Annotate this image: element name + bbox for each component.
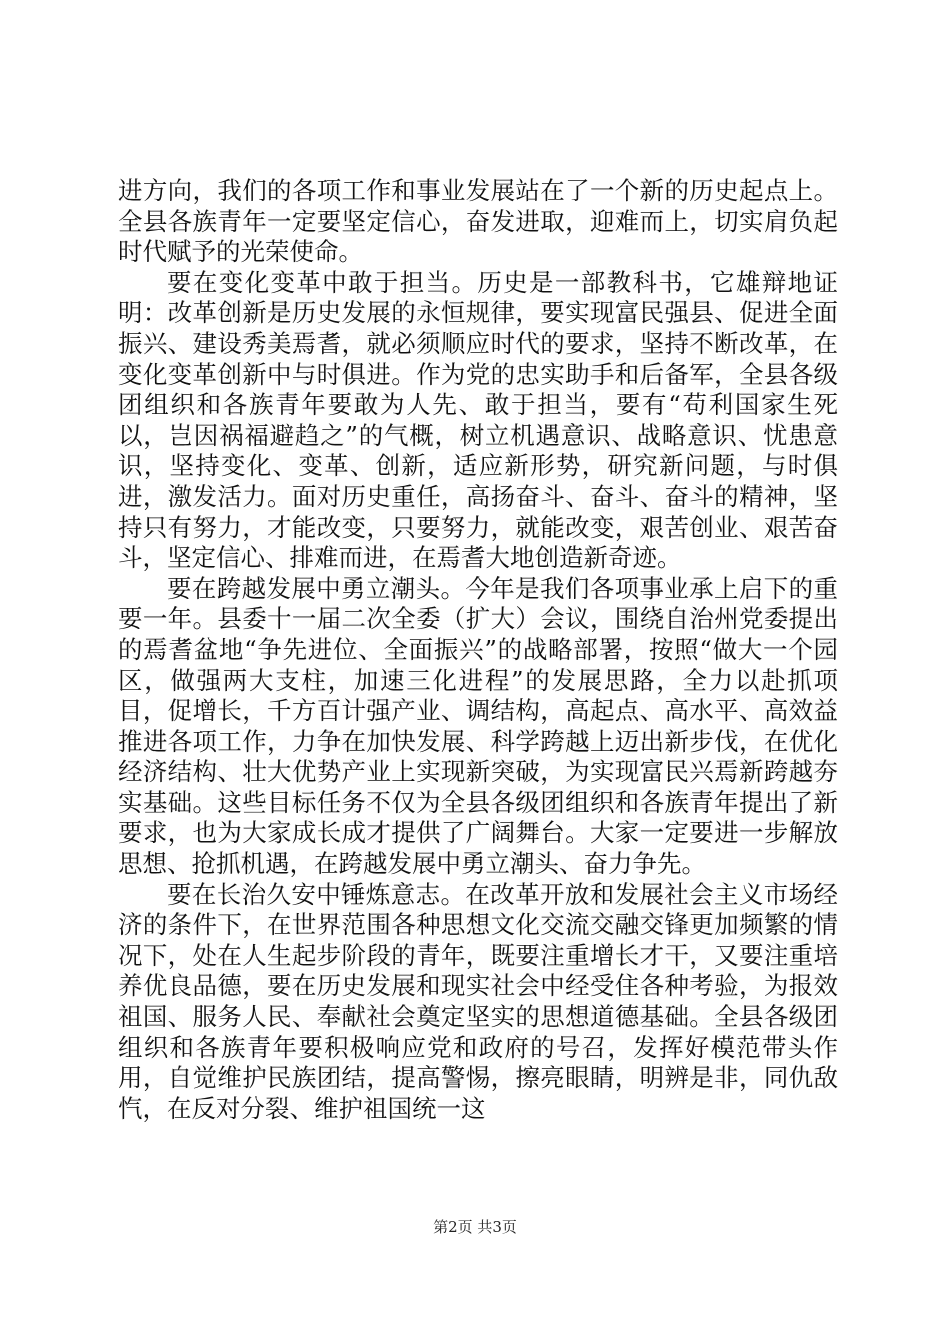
paragraph-reform: 要在变化变革中敢于担当。历史是一部教科书，它雄辩地证明：改革创新是历史发展的永恒规律，要实现富民强县、促进全面振兴、建设秀美焉耆，就必须顺应时代的要求，坚持不断改革，在变化变革创新中与时俱进。作为党的忠实助手和后备军，全县各级团组织和各族青年要敢为人先、敢于担当，要有“苟利国家生死以，岂因祸福避趋之”的气概，树立机遇意识、战略意识、忧患意识，坚持变化、变革、创新，适应新形势，研究新问题，与时俱进，激发活力。面对历史重任，高扬奋斗、奋斗、奋斗的精神，坚持只有努力，才能改变，只要努力，就能改变，艰苦创业、艰苦奋斗，坚定信心、排难而进，在焉耆大地创造新奇迹。: [118, 267, 838, 573]
page-number-footer: 第2页 共3页: [433, 1218, 517, 1236]
paragraph-stability: 要在长治久安中锤炼意志。在改革开放和发展社会主义市场经济的条件下，在世界范围各种思想文化交流交融交锋更加频繁的情况下，处在人生起步阶段的青年，既要注重增长才干，又要注重培养优良品德，要在历史发展和现实社会中经受住各种考验，为报效祖国、服务人民、奉献社会奠定坚实的思想道德基础。全县各级团组织和各族青年要积极响应党和政府的号召，发挥好模范带头作用，自觉维护民族团结，提高警惕，擦亮眼睛，明辨是非，同仇敌忾，在反对分裂、维护祖国统一这: [118, 879, 838, 1123]
paragraph-development: 要在跨越发展中勇立潮头。今年是我们各项事业承上启下的重要一年。县委十一届二次全委（扩大）会议，围绕自治州党委提出的焉耆盆地“争先进位、全面振兴”的战略部署，按照“做大一个园区，做强两大支柱，加速三化进程”的发展思路，全力以赴抓项目，促增长，千方百计强产业、调结构，高起点、高水平、高效益推进各项工作，力争在加快发展、科学跨越上迈出新步伐，在优化经济结构、壮大优势产业上实现新突破，为实现富民兴焉新跨越夯实基础。这些目标任务不仅为全县各级团组织和各族青年提出了新要求，也为大家成长成才提供了广阔舞台。大家一定要进一步解放思想、抢抓机遇，在跨越发展中勇立潮头、奋力争先。: [118, 573, 838, 879]
document-body: [118, 176, 838, 1124]
paragraph-continuation: 进方向，我们的各项工作和事业发展站在了一个新的历史起点上。全县各族青年一定要坚定信心，奋发进取，迎难而上，切实肩负起时代赋予的光荣使命。: [118, 176, 838, 267]
